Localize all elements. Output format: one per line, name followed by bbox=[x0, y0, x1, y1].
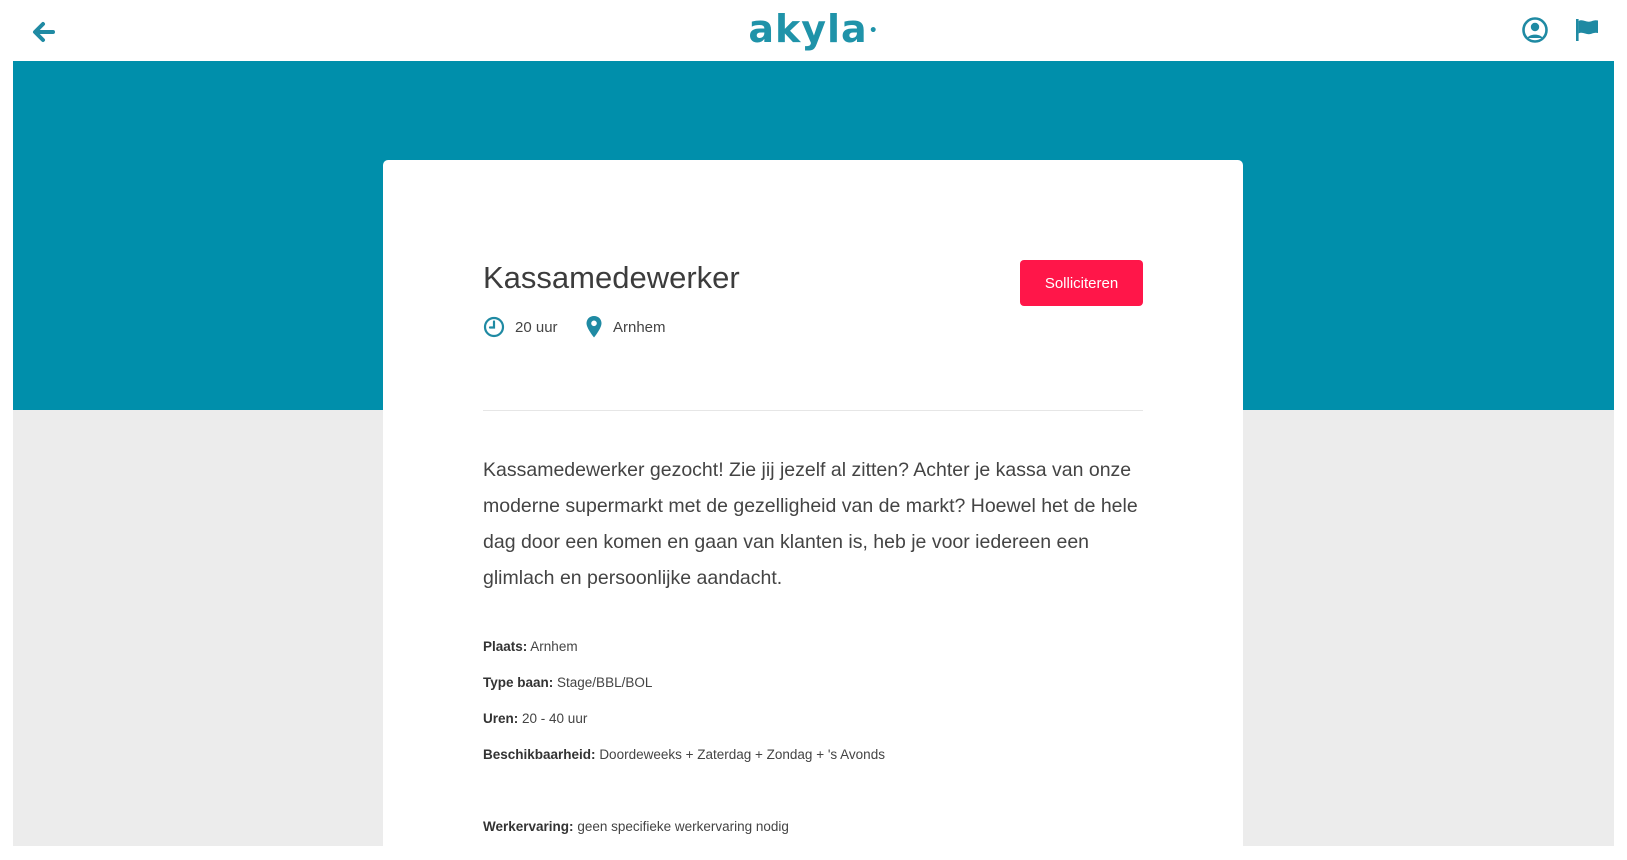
fact-label: Uren: bbox=[483, 711, 519, 726]
fact-value: 20 - 40 uur bbox=[522, 711, 588, 726]
fact-werkervaring bbox=[483, 818, 1143, 854]
logo-dot: • bbox=[868, 23, 879, 39]
logo[interactable] bbox=[13, 6, 1614, 52]
user-circle-icon bbox=[1521, 16, 1549, 44]
top-bar bbox=[13, 0, 1614, 61]
fact-label: Type baan: bbox=[483, 675, 554, 690]
map-pin-icon bbox=[585, 315, 603, 339]
job-title: Kassamedewerker bbox=[483, 260, 740, 295]
fact-plaats bbox=[483, 638, 1143, 674]
job-description: Kassamedewerker gezocht! Zie jij jezelf al zitten? Achter je kassa van onze moderne supermarkt met de gezelligheid van de markt? Hoewel het de hele dag door een komen en gaan van klanten is, heb je voor iedereen een glimlach en persoonlijke aandacht. bbox=[483, 459, 1138, 589]
job-card bbox=[383, 160, 1243, 860]
fact-label: Plaats: bbox=[483, 639, 528, 654]
page bbox=[13, 0, 1614, 846]
fact-label: Werkervaring: bbox=[483, 819, 574, 834]
fact-label: Beschikbaarheid: bbox=[483, 747, 596, 762]
flag-button[interactable] bbox=[1573, 16, 1601, 44]
flag-icon bbox=[1573, 16, 1601, 44]
fact-value: geen specifieke werkervaring nodig bbox=[577, 819, 789, 834]
fact-value: Stage/BBL/BOL bbox=[557, 675, 653, 690]
fact-beschikbaarheid bbox=[483, 746, 1143, 782]
fact-value: Doordeweeks + Zaterdag + Zondag + 's Avonds bbox=[599, 747, 885, 762]
fact-uren bbox=[483, 710, 1143, 746]
divider bbox=[483, 410, 1143, 411]
hours-text: 20 uur bbox=[515, 318, 558, 336]
user-button[interactable] bbox=[1521, 16, 1549, 44]
job-location bbox=[585, 314, 666, 340]
logo-text: akyla bbox=[748, 7, 868, 51]
fact-type-baan bbox=[483, 674, 1143, 710]
clock-icon bbox=[483, 316, 505, 338]
job-hours bbox=[483, 314, 558, 340]
apply-button[interactable]: Solliciteren bbox=[1020, 260, 1143, 306]
location-text: Arnhem bbox=[613, 318, 666, 336]
fact-value: Arnhem bbox=[530, 639, 578, 654]
job-facts bbox=[483, 638, 1143, 854]
